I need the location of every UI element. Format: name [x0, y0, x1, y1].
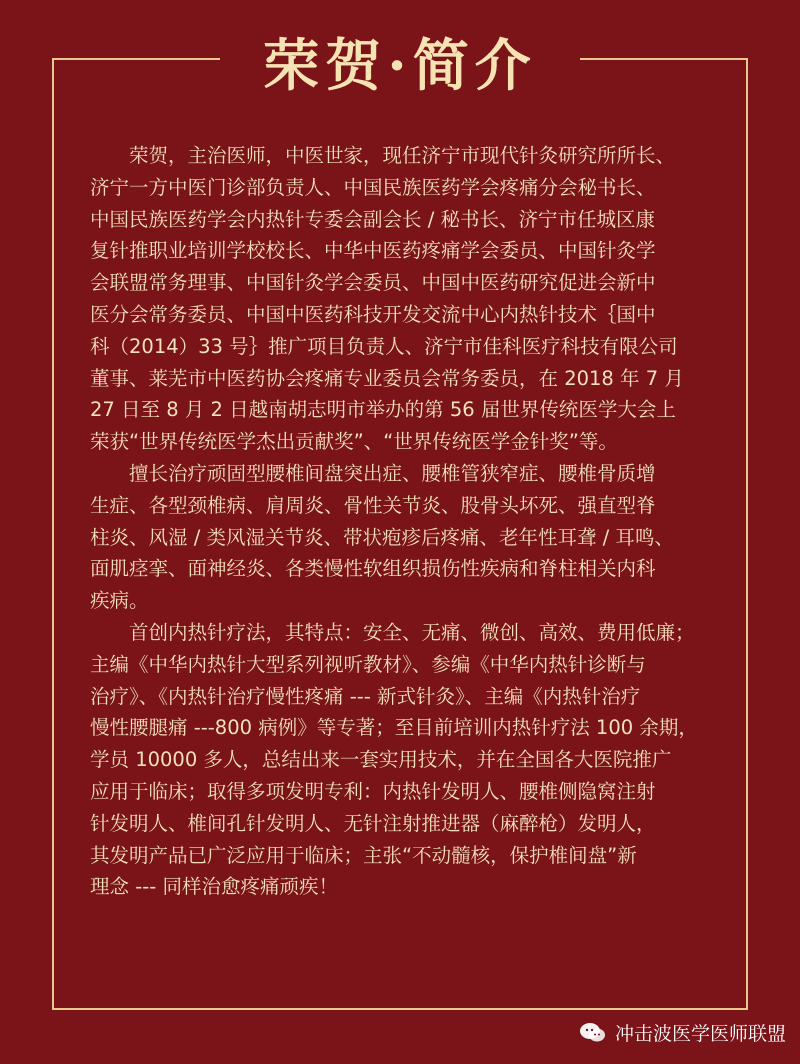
page-title: 荣贺·简介: [263, 33, 537, 99]
watermark: [579, 1019, 786, 1046]
intro-content: [90, 140, 716, 903]
intro-paragraph-3: 首创内热针疗法，其特点：安全、无痛、微创、高效、费用低廉； 主编《中华内热针大型系列视听教材》、参编《中华内热针诊断与 治疗》、《内热针治疗慢性疼痛 --- 新式针灸》、主编《内热针治疗 慢性腰腿痛 ---800 病例》等专著；至目前培训内热针疗法 100 余期， 学员 10000 多人，总结出来一套实用技术，并在全国各大医院推广 应用于临床；取得多项发明专利：内热针发明人、腰椎侧隐窝注射 针发明人、椎间孔针发明人、无针注射推进器（麻醉枪）发明人， 其发明产品已广泛应用于临床；主张“不动髓核，保护椎间盘”新 理念 --- 同样治愈疼痛顽疾！: [90, 620, 698, 899]
intro-paragraph-2: 擅长治疗顽固型腰椎间盘突出症、腰椎管狭窄症、腰椎骨质增 生症、各型颈椎病、肩周炎、骨性关节炎、股骨头坏死、强直型脊 柱炎、风湿 / 类风湿关节炎、带状疱疹后疼痛、老年性耳聋 / 耳鸣、 面肌痉挛、面神经炎、各类慢性软组织损伤性疾病和脊柱相关内科 疾病。: [90, 461, 674, 613]
wechat-icon: [579, 1022, 607, 1044]
watermark-text: 冲击波医学医师联盟: [614, 1023, 786, 1045]
intro-paragraph-1: 荣贺，主治医师，中医世家，现任济宁市现代针灸研究所所长、 济宁一方中医门诊部负责人、中国民族医药学会疼痛分会秘书长、 中国民族医药学会内热针专委会副会长 / 秘书长、济宁市任城区康 复针推职业培训学校校长、中华中医药疼痛学会委员、中国针灸学 会联盟常务理事、中国针灸学会委员、中国中医药研究促进会新中 医分会常务委员、中国中医药科技开发交流中心内热针技术｛国中 科（2014）33 号｝推广项目负责人、济宁市佳科医疗科技有限公司 董事、莱芜市中医药协会疼痛专业委员会常务委员，在 2018 年 7 月 27 日至 8 月 2 日越南胡志明市举办的第 56 届世界传统医学大会上 荣获“世界传统医学杰出贡献奖”、“世界传统医学金针奖”等。: [90, 144, 684, 454]
